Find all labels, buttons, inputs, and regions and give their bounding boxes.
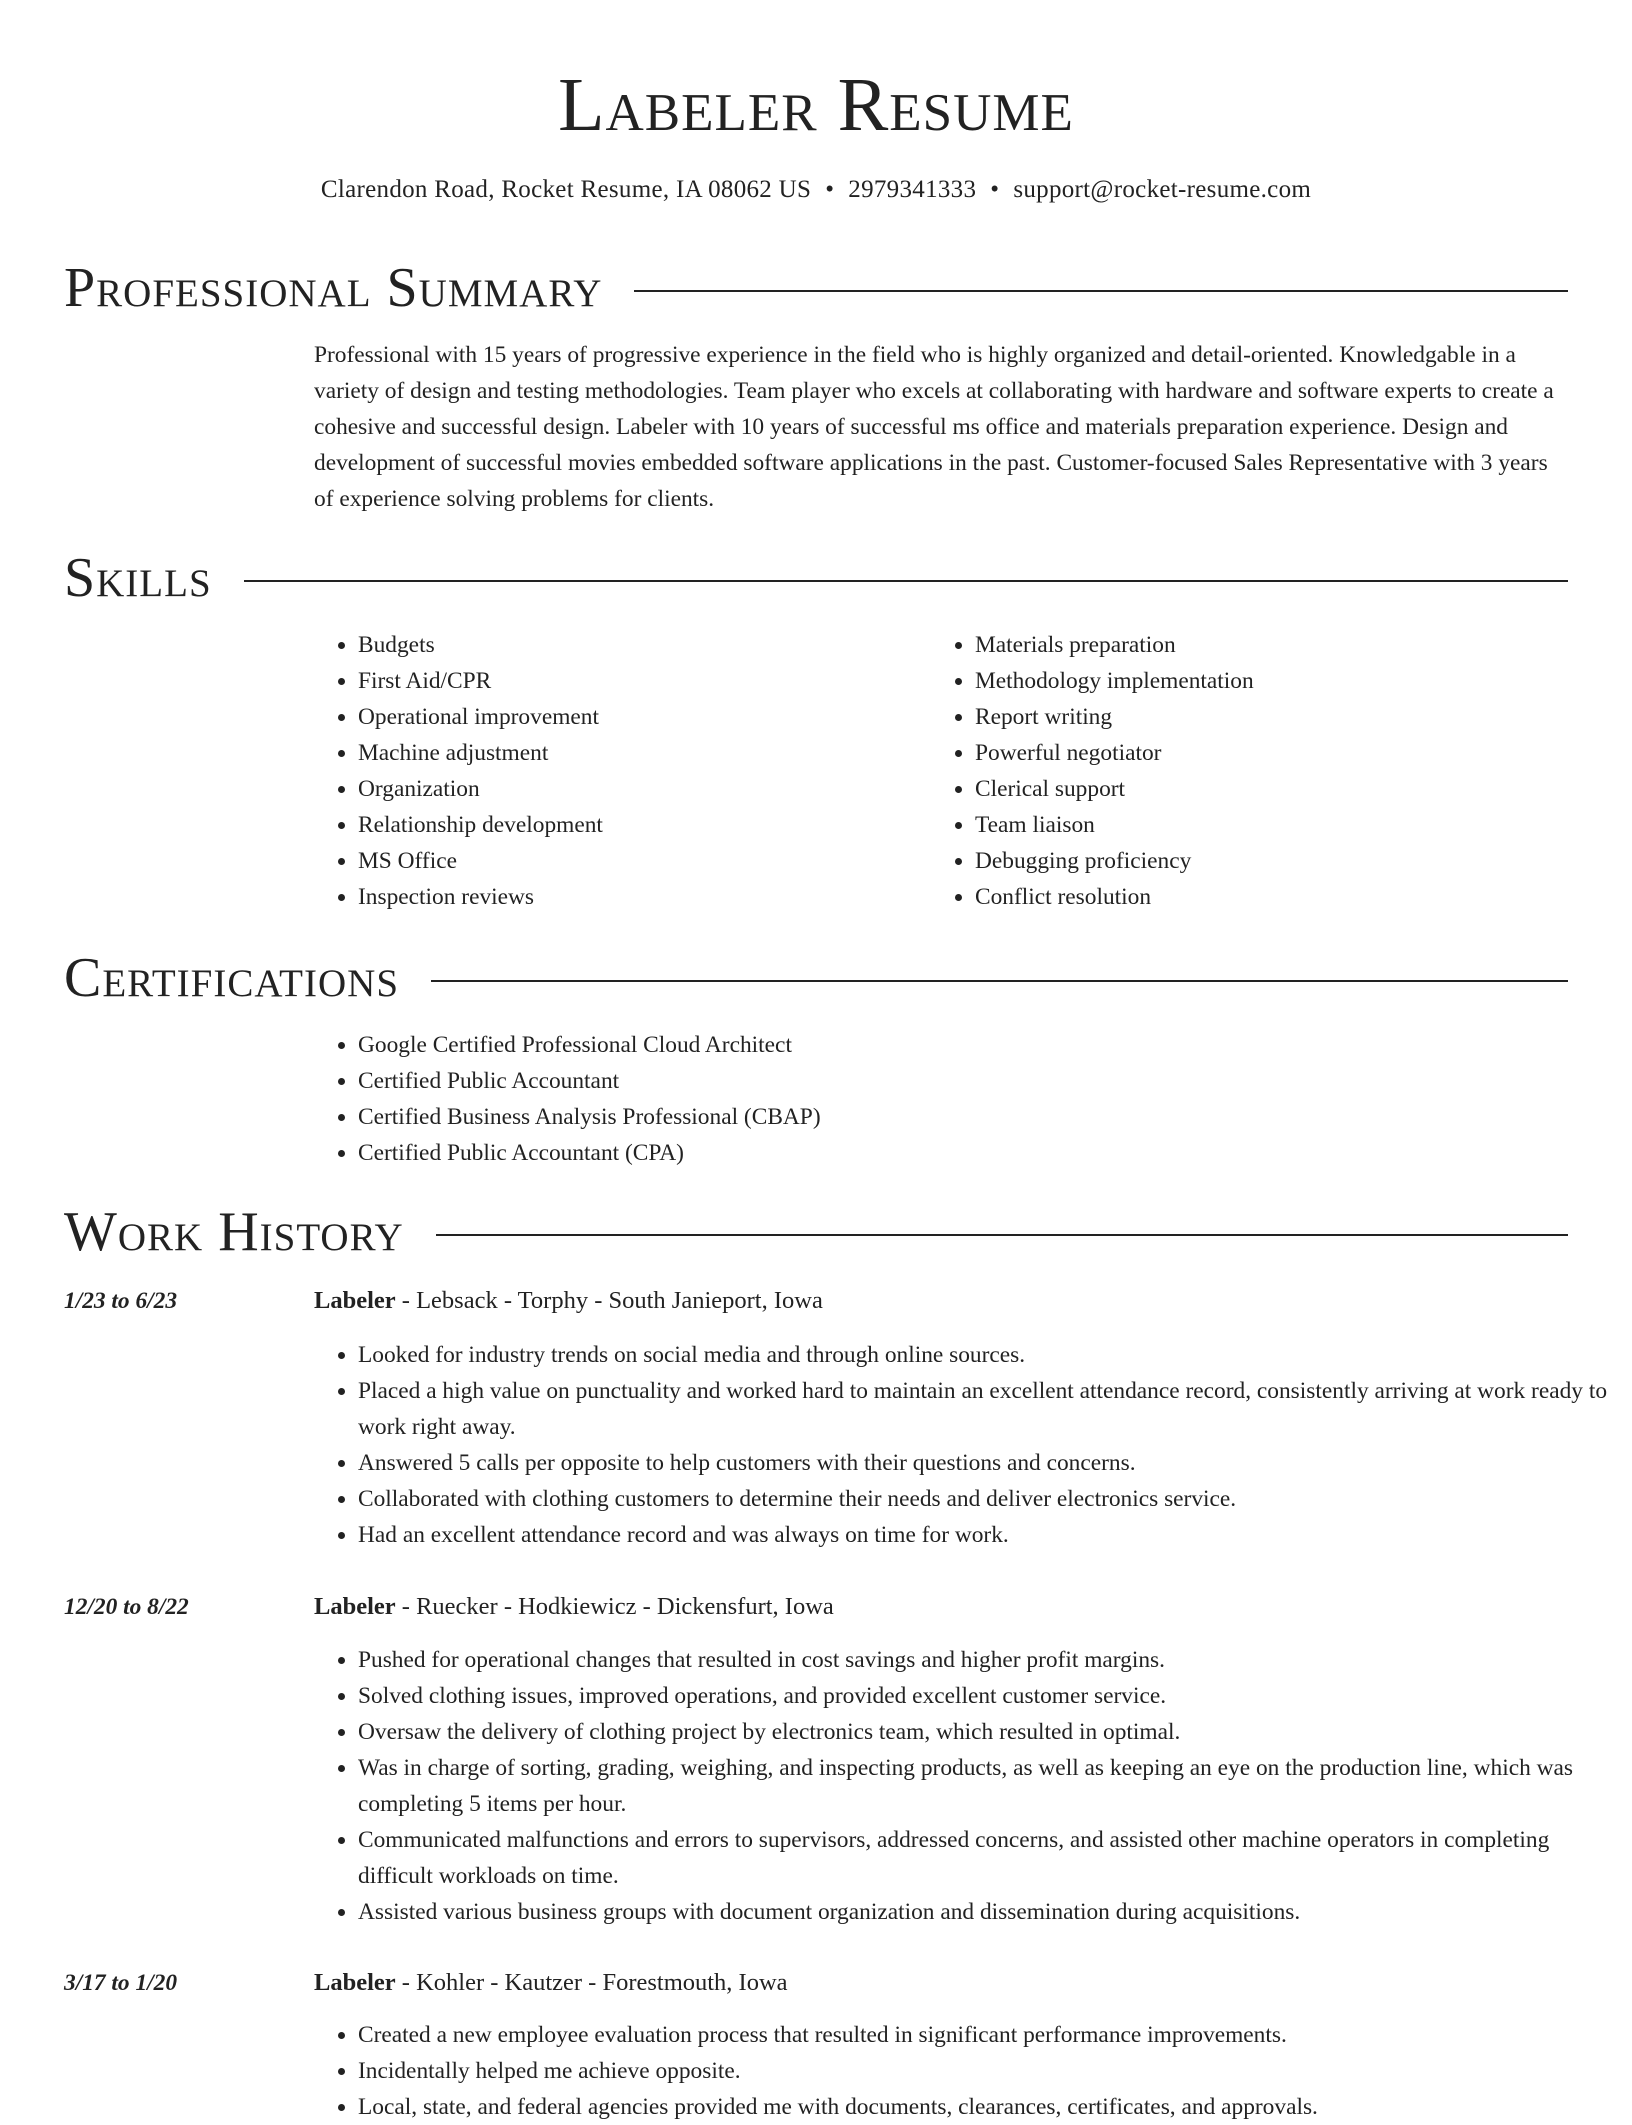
job-details: - Kohler - Kautzer - Forestmouth, Iowa	[401, 1969, 788, 1996]
certification-item: • Certified Business Analysis Professional (CBAP)	[358, 1099, 1358, 1135]
contact-separator: •	[825, 176, 835, 203]
work-history-section-header	[64, 1197, 1568, 1267]
job-details: - Lebsack - Torphy - South Janieport, Iowa	[401, 1287, 823, 1314]
job-dates: 1/23 to 6/23	[64, 1288, 178, 1314]
section-title-work-history: Work History	[64, 1201, 404, 1263]
job-bullet-item: • Was in charge of sorting, grading, weighing, and inspecting products, as well as keeping an eye on the production line, which was completing 5 items per hour.	[358, 1750, 1614, 1822]
certification-item: • Google Certified Professional Cloud Architect	[358, 1027, 1358, 1063]
skill-item: • Inspection reviews	[358, 879, 958, 915]
skill-item: • Relationship development	[358, 807, 958, 843]
job-bullet-item: • Oversaw the delivery of clothing project by electronics team, which resulted in optimal.	[358, 1714, 1614, 1750]
skill-item: • First Aid/CPR	[358, 663, 958, 699]
job-bullet-item: • Collaborated with clothing customers to determine their needs and deliver electronics service.	[358, 1481, 1614, 1517]
job-title	[314, 1965, 788, 2001]
contact-address: Clarendon Road, Rocket Resume, IA 08062 US	[320, 176, 812, 203]
skill-item: • Clerical support	[975, 771, 1595, 807]
job-bullet-item: • Incidentally helped me achieve opposite.	[358, 2053, 1614, 2089]
job-role: Labeler	[314, 1969, 396, 1996]
contact-email: support@rocket-resume.com	[1013, 176, 1312, 203]
job-bullets	[314, 1337, 1614, 1553]
section-title-summary: Professional Summary	[64, 257, 603, 319]
summary-text: Professional with 15 years of progressive experience in the field who is highly organized and detail-oriented. Knowledgable in a variety of design and testing methodologies. Team player who excels at collaborating with hardware and software experts to create a cohesive and successful design. Labeler with 10 years of successful ms office and materials preparation experience. Design and development of successful movies embedded software applications in the past. Customer-focused Sales Representative with 3 years of experience solving problems for clients.	[314, 342, 1554, 512]
job-dates: 12/20 to 8/22	[64, 1594, 189, 1620]
job-bullet-item: • Communicated malfunctions and errors to supervisors, addressed concerns, and assisted other machine operators in completing difficult workloads on time.	[358, 1822, 1614, 1894]
job-bullet-item: • Had an excellent attendance record and was always on time for work.	[358, 1517, 1614, 1553]
job-bullets	[314, 2017, 1614, 2125]
job-bullet-item: • Local, state, and federal agencies provided me with documents, clearances, certificates, and approvals.	[358, 2089, 1614, 2125]
skill-item: • Powerful negotiator	[975, 735, 1595, 771]
skill-item: • Report writing	[975, 699, 1595, 735]
job-role: Labeler	[314, 1287, 396, 1314]
certification-item: • Certified Public Accountant (CPA)	[358, 1135, 1358, 1171]
section-title-certifications: Certifications	[64, 947, 400, 1009]
job-bullet-item: • Solved clothing issues, improved operations, and provided excellent customer service.	[358, 1678, 1614, 1714]
skill-item: • Debugging proficiency	[975, 843, 1595, 879]
summary-section-header	[64, 253, 1568, 323]
skill-item: • Budgets	[358, 627, 958, 663]
section-divider	[431, 980, 1568, 982]
contact-line	[0, 172, 1632, 208]
skill-item: • Methodology implementation	[975, 663, 1595, 699]
section-divider	[634, 290, 1568, 292]
skills-section-header	[64, 543, 1568, 613]
job-details: - Ruecker - Hodkiewicz - Dickensfurt, Iowa	[401, 1593, 834, 1620]
skills-list-right	[931, 627, 1595, 915]
contact-phone: 2979341333	[848, 176, 977, 203]
section-divider	[436, 1234, 1568, 1236]
skill-item: • MS Office	[358, 843, 958, 879]
job-bullets	[314, 1642, 1614, 1930]
job-dates: 3/17 to 1/20	[64, 1970, 178, 1996]
job-bullet-item: • Pushed for operational changes that resulted in cost savings and higher profit margins.	[358, 1642, 1614, 1678]
skill-item: • Conflict resolution	[975, 879, 1595, 915]
certifications-section-header	[64, 943, 1568, 1013]
job-bullet-item: • Answered 5 calls per opposite to help customers with their questions and concerns.	[358, 1445, 1614, 1481]
section-title-skills: Skills	[64, 547, 212, 609]
job-title	[314, 1589, 834, 1625]
skills-list-left	[314, 627, 958, 915]
skill-item: • Team liaison	[975, 807, 1595, 843]
skill-item: • Organization	[358, 771, 958, 807]
skill-item: • Materials preparation	[975, 627, 1595, 663]
job-role: Labeler	[314, 1593, 396, 1620]
resume-name: Labeler Resume	[558, 63, 1074, 147]
job-bullet-item: • Created a new employee evaluation process that resulted in significant performance improvements.	[358, 2017, 1614, 2053]
certification-item: • Certified Public Accountant	[358, 1063, 1358, 1099]
contact-separator: •	[990, 176, 1000, 203]
job-bullet-item: • Assisted various business groups with document organization and dissemination during acquisitions.	[358, 1894, 1614, 1930]
section-divider	[244, 580, 1568, 582]
certifications-list	[314, 1027, 1358, 1171]
job-title	[314, 1283, 823, 1319]
skill-item: • Machine adjustment	[358, 735, 958, 771]
job-bullet-item: • Placed a high value on punctuality and worked hard to maintain an excellent attendance record, consistently arriving at work ready to work right away.	[358, 1373, 1614, 1445]
skill-item: • Operational improvement	[358, 699, 958, 735]
job-bullet-item: • Looked for industry trends on social media and through online sources.	[358, 1337, 1614, 1373]
